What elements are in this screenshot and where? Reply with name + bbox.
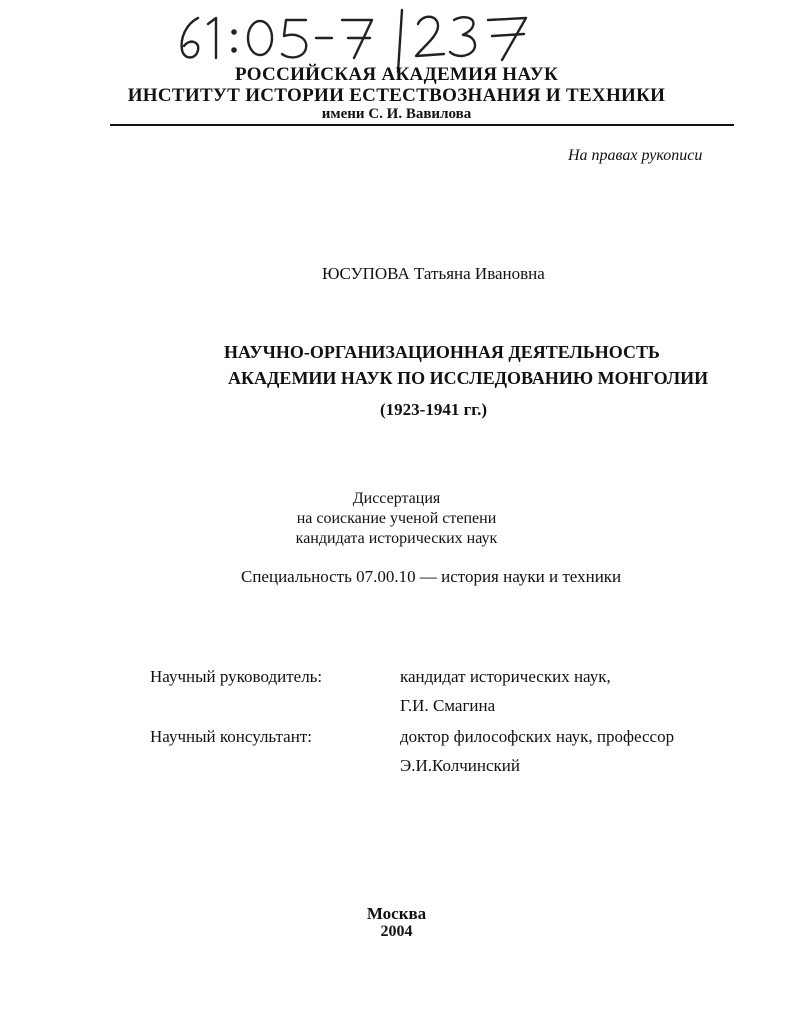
city: Москва (366, 904, 427, 923)
consultant-name: Э.И.Колчинский (400, 756, 520, 775)
supervisor-degree: кандидат исторических наук, (400, 667, 611, 686)
year: 2004 (380, 923, 413, 940)
manuscript-rights-note: На правах рукописи (568, 147, 703, 164)
supervisor-name: Г.И. Смагина (400, 696, 496, 715)
specialty: Специальность 07.00.10 — история науки и техники (241, 567, 622, 586)
consultant-role: Научный консультант: (150, 727, 312, 746)
institute-named-after: имени С. И. Вавилова (321, 106, 472, 122)
author-name: ЮСУПОВА Татьяна Ивановна (322, 264, 545, 283)
consultant-degree: доктор философских наук, профессор (400, 727, 675, 746)
academy-name: РОССИЙСКАЯ АКАДЕМИЯ НАУК (234, 64, 559, 85)
institute-name: ИНСТИТУТ ИСТОРИИ ЕСТЕСТВОЗНАНИЯ И ТЕХНИКИ (127, 85, 666, 106)
dissertation-field-line: кандидата исторических наук (295, 530, 498, 547)
header-divider (110, 124, 734, 126)
title-years: (1923-1941 гг.) (380, 400, 488, 419)
dissertation-label: Диссертация (352, 490, 441, 507)
title-line-2: АКАДЕМИИ НАУК ПО ИССЛЕДОВАНИЮ МОНГОЛИИ (228, 368, 709, 388)
dissertation-degree-line: на соискание ученой степени (296, 510, 497, 527)
supervisor-role: Научный руководитель: (150, 667, 323, 686)
title-line-1: НАУЧНО-ОРГАНИЗАЦИОННАЯ ДЕЯТЕЛЬНОСТЬ (224, 342, 660, 362)
